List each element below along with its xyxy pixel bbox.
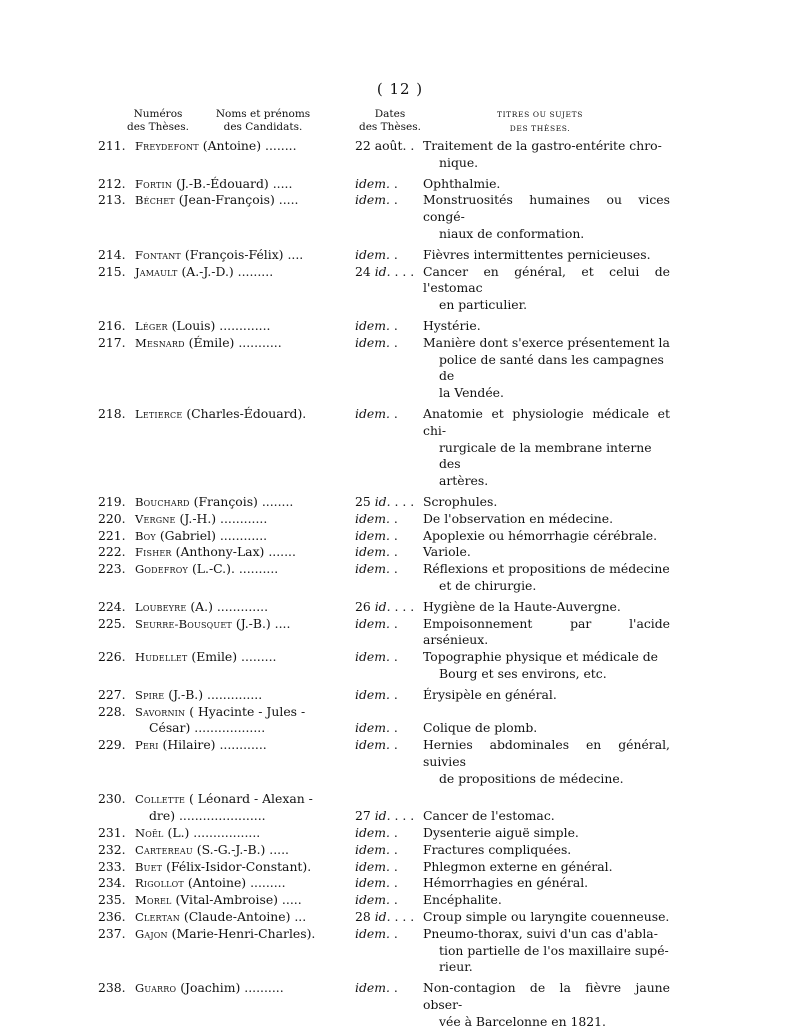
candidate-given-name: (François) ........ (189, 493, 294, 509)
table-row (0, 687, 800, 704)
thesis-title (423, 737, 670, 787)
thesis-date-idem: id. (374, 493, 391, 509)
thesis-title (423, 704, 670, 738)
thesis-number: 223. (98, 561, 126, 577)
thesis-date-idem: idem. (355, 246, 390, 262)
thesis-date: idem. . (355, 175, 398, 191)
table-row (0, 335, 800, 402)
thesis-title (423, 511, 670, 528)
thesis-date-idem: idem. (355, 858, 390, 874)
thesis-date-idem: idem. (355, 334, 390, 350)
table-row (0, 511, 800, 528)
candidate-surname: Collette (135, 792, 186, 807)
candidate-given-name: (A.-J.-D.) ......... (177, 263, 274, 279)
thesis-date: 25 id. . . . (355, 493, 415, 509)
thesis-title (423, 406, 670, 490)
thesis-title-line: Hernies abdominales en général, suivies (423, 737, 670, 769)
candidate-given-name: (J.-B.) .............. (164, 686, 263, 702)
thesis-title-line: Non-contagion de la fièvre jaune obser- (423, 980, 670, 1013)
thesis-title (423, 842, 670, 859)
thesis-date: idem. . (355, 875, 398, 891)
table-row (0, 264, 800, 314)
candidate-given-name: (Gabriel) ............ (155, 527, 268, 543)
candidate-name-continued: César) .................. (149, 720, 266, 736)
thesis-number: 219. (98, 493, 126, 509)
candidate-surname: Vergne (135, 511, 176, 526)
candidate-name (131, 791, 351, 825)
thesis-number: 212. (98, 175, 126, 191)
thesis-date: idem. . (355, 825, 398, 841)
candidate-surname: Rigollot (135, 876, 184, 891)
thesis-date: idem. . (355, 405, 398, 421)
candidate-given-name: (Émile) ........... (184, 334, 282, 350)
thesis-title-line: police de santé dans les campagnes de (439, 351, 664, 384)
thesis-title-line: Topographie physique et médicale de (423, 649, 659, 665)
table-row (0, 875, 800, 892)
candidate-surname: Léger (135, 318, 168, 333)
thesis-number: 225. (98, 615, 126, 631)
thesis-number: 227. (98, 686, 126, 702)
candidate-surname: Freydefont (135, 139, 199, 153)
thesis-date-idem: idem. (355, 686, 390, 702)
thesis-date-idem: idem. (355, 875, 390, 891)
candidate-name (131, 561, 351, 595)
thesis-date: idem. . (355, 720, 398, 736)
thesis-date: idem. . (355, 544, 398, 560)
candidate-surname: Fortin (135, 176, 173, 191)
candidate-given-name: (Antoine) ........ (198, 138, 297, 153)
header-dates-line1: Dates (374, 108, 406, 120)
thesis-title-line: rieur. (439, 959, 473, 975)
candidate-given-name: (Charles-Édouard). (182, 405, 307, 421)
thesis-date-idem: idem. (355, 737, 390, 753)
thesis-title-line: Manière dont s'exerce présentement la (423, 334, 670, 350)
table-row (0, 528, 800, 545)
candidate-given-name: (J.-H.) ............ (175, 510, 268, 526)
table-row (0, 616, 800, 650)
table-row (0, 406, 800, 490)
table-row (0, 176, 800, 193)
table-row (0, 649, 800, 683)
table-row (0, 825, 800, 842)
header-titles-line2: DES THÈSES. (509, 124, 571, 133)
thesis-title (423, 264, 670, 314)
candidate-surname: Peri (135, 738, 159, 753)
thesis-number: 238. (98, 980, 126, 996)
thesis-date: 22 août. . (355, 138, 415, 153)
candidate-name (131, 980, 351, 1030)
thesis-title (423, 875, 670, 892)
thesis-date-idem: idem. (355, 841, 390, 857)
thesis-title-line: de propositions de médecine. (439, 770, 624, 786)
table-row (0, 737, 800, 787)
candidate-name (131, 264, 351, 314)
candidate-name (131, 909, 351, 926)
thesis-date-idem: id. (374, 598, 391, 614)
thesis-date: idem. . (355, 334, 398, 350)
thesis-title (423, 926, 670, 976)
thesis-date: idem. . (355, 841, 398, 857)
thesis-title-line: Croup simple ou laryngite couenneuse. (423, 909, 670, 925)
thesis-date-idem: idem. (355, 510, 390, 526)
candidate-surname: Cartereau (135, 842, 193, 857)
thesis-number: 230. (98, 791, 126, 807)
candidate-surname: Buet (135, 859, 163, 874)
candidate-name (131, 704, 351, 738)
thesis-date: idem. . (355, 892, 398, 908)
thesis-date-idem: idem. (355, 317, 390, 333)
candidate-given-name: (Louis) ............. (167, 317, 271, 333)
thesis-title (423, 544, 670, 561)
candidate-name (131, 687, 351, 704)
thesis-title-line: Hystérie. (423, 317, 481, 333)
candidate-name (131, 138, 351, 172)
candidate-surname: Guarro (135, 981, 177, 996)
table-row (0, 561, 800, 595)
candidate-name (131, 335, 351, 402)
thesis-date: idem. . (355, 527, 398, 543)
candidate-surname: Spire (135, 687, 165, 702)
candidate-name-continued: dre) ...................... (149, 808, 266, 824)
thesis-date-idem: idem. (355, 980, 390, 996)
thesis-number: 234. (98, 875, 126, 891)
candidate-name (131, 825, 351, 842)
thesis-number: 237. (98, 925, 126, 941)
thesis-title (423, 980, 670, 1030)
thesis-date: idem. . (355, 317, 398, 333)
thesis-number: 215. (98, 263, 126, 279)
thesis-title (423, 494, 670, 511)
candidate-name (131, 842, 351, 859)
thesis-title-line: Encéphalite. (423, 892, 502, 908)
candidate-name (131, 649, 351, 683)
thesis-title-line: et de chirurgie. (439, 577, 537, 593)
header-dates (354, 108, 426, 134)
thesis-number: 218. (98, 405, 126, 421)
candidate-name (131, 511, 351, 528)
table-row (0, 318, 800, 335)
thesis-title-line: Scrophules. (423, 493, 498, 509)
candidate-surname: Savornin (135, 704, 186, 719)
candidate-given-name: ( Léonard - Alexan - (185, 791, 313, 807)
thesis-number: 231. (98, 825, 126, 841)
candidate-surname: Hudellet (135, 650, 188, 665)
thesis-number: 229. (98, 737, 126, 753)
thesis-number: 228. (98, 703, 126, 719)
thesis-title (423, 192, 670, 242)
candidate-given-name: (A.) ............. (186, 598, 269, 614)
thesis-title-line: Fractures compliquées. (423, 841, 572, 857)
thesis-date: idem. . (355, 192, 398, 208)
candidate-given-name: (J.-B.-Édouard) ..... (172, 175, 293, 191)
candidate-name (131, 176, 351, 193)
thesis-number: 224. (98, 598, 126, 614)
candidate-surname: Letierce (135, 406, 183, 421)
table-row (0, 599, 800, 616)
thesis-title (423, 649, 670, 683)
thesis-title (423, 528, 670, 545)
thesis-date-idem: idem. (355, 175, 390, 191)
thesis-title-line: Fièvres intermittentes pernicieuses. (423, 246, 651, 262)
thesis-date-idem: idem. (355, 720, 390, 736)
thesis-title (423, 318, 670, 335)
candidate-name (131, 892, 351, 909)
thesis-title-line: Hémorrhagies en général. (423, 875, 589, 891)
thesis-title (423, 892, 670, 909)
thesis-title-line: Monstruosités humaines ou vices congé- (423, 192, 670, 225)
candidate-name (131, 494, 351, 511)
thesis-date: idem. . (355, 686, 398, 702)
thesis-title-line: Cancer en général, et celui de l'estomac (423, 263, 670, 296)
candidate-surname: Mesnard (135, 335, 185, 350)
thesis-number: 226. (98, 649, 126, 665)
table-row (0, 980, 800, 1030)
thesis-date-idem: idem. (355, 649, 390, 665)
thesis-title (423, 825, 670, 842)
thesis-date-idem: id. (374, 808, 391, 824)
thesis-title-line: Anatomie et physiologie médicale et chi- (423, 405, 670, 438)
thesis-title-line: rurgicale de la membrane interne des (439, 439, 652, 472)
thesis-number: 214. (98, 246, 126, 262)
candidate-name (131, 192, 351, 242)
thesis-date: idem. . (355, 246, 398, 262)
candidate-given-name: (Claude-Antoine) ... (179, 909, 307, 925)
thesis-number: 220. (98, 510, 126, 526)
header-names (208, 108, 318, 134)
candidate-surname: Fontant (135, 247, 181, 262)
thesis-title-line: Hygiène de la Haute-Auvergne. (423, 598, 621, 614)
thesis-title-line: Bourg et ses environs, etc. (439, 665, 607, 681)
header-numbers-line2: des Thèses. (127, 121, 189, 133)
candidate-given-name: (S.-G.-J.-B.) ..... (192, 841, 289, 857)
thesis-date: idem. . (355, 737, 398, 753)
candidate-given-name: (Emile) ......... (187, 649, 277, 665)
table-row (0, 494, 800, 511)
candidate-name (131, 247, 351, 264)
candidate-given-name: ( Hyacinte - Jules - (185, 703, 306, 719)
thesis-date: idem. . (355, 510, 398, 526)
thesis-title (423, 247, 670, 264)
thesis-title-line: Phlegmon externe en général. (423, 858, 613, 874)
header-numbers (118, 108, 198, 134)
thesis-title (423, 176, 670, 193)
candidate-name (131, 875, 351, 892)
thesis-date: 24 id. . . . (355, 263, 415, 279)
thesis-title-line: Pneumo-thorax, suivi d'un cas d'abla- (423, 925, 658, 941)
thesis-number: 232. (98, 841, 126, 857)
thesis-date-idem: idem. (355, 615, 390, 631)
thesis-title-line: niaux de conformation. (439, 225, 585, 241)
thesis-title-line: la Vendée. (439, 385, 504, 401)
thesis-title-line: Traitement de la gastro-entérite chro- (423, 138, 662, 153)
thesis-date: idem. . (355, 858, 398, 874)
candidate-surname: Gajon (135, 926, 168, 941)
header-dates-line2: des Thèses. (359, 121, 421, 133)
thesis-title-line: De l'observation en médecine. (423, 510, 614, 526)
candidate-name (131, 528, 351, 545)
table-row (0, 704, 800, 738)
thesis-title-line: Colique de plomb. (423, 720, 538, 736)
thesis-title-line: artères. (439, 473, 489, 489)
thesis-number: 217. (98, 334, 126, 350)
thesis-title-line: vée à Barcelonne en 1821. (439, 1013, 606, 1029)
candidate-surname: Loubeyre (135, 599, 187, 614)
page-number: ( 12 ) (376, 80, 424, 98)
thesis-title (423, 687, 670, 704)
candidate-given-name: (Félix-Isidor-Constant). (162, 858, 312, 874)
table-row (0, 892, 800, 909)
table-row (0, 192, 800, 242)
thesis-date-idem: idem. (355, 544, 390, 560)
thesis-title-line: Apoplexie ou hémorrhagie cérébrale. (423, 527, 658, 543)
candidate-surname: Morel (135, 893, 172, 908)
table-row (0, 842, 800, 859)
thesis-title-line: Cancer de l'estomac. (423, 808, 555, 824)
thesis-date-idem: idem. (355, 892, 390, 908)
thesis-number: 221. (98, 527, 126, 543)
candidate-surname: Godefroy (135, 562, 189, 577)
table-row (0, 247, 800, 264)
thesis-date-idem: idem. (355, 925, 390, 941)
candidate-given-name: (Antoine) ......... (183, 875, 286, 891)
thesis-number: 233. (98, 858, 126, 874)
thesis-title-line: en particulier. (439, 297, 528, 313)
table-row (0, 859, 800, 876)
candidate-given-name: (L.) ................. (163, 825, 261, 841)
candidate-name (131, 616, 351, 650)
thesis-date: idem. . (355, 615, 398, 631)
candidate-name (131, 859, 351, 876)
candidate-surname: Bouchard (135, 494, 190, 509)
thesis-title (423, 599, 670, 616)
thesis-date: idem. . (355, 980, 398, 996)
table-row (0, 544, 800, 561)
thesis-date-idem: idem. (355, 561, 390, 577)
candidate-surname: Seurre-Bousquet (135, 616, 232, 631)
candidate-name (131, 544, 351, 561)
candidate-name (131, 318, 351, 335)
thesis-date-idem: idem. (355, 192, 390, 208)
candidate-surname: Béchet (135, 193, 175, 208)
thesis-number: 211. (98, 138, 126, 153)
candidate-given-name: (J.-B.) .... (231, 615, 291, 631)
candidate-name (131, 737, 351, 787)
thesis-title (423, 335, 670, 402)
candidate-given-name: (François-Félix) .... (180, 246, 304, 262)
thesis-date-idem: id. (374, 909, 391, 925)
thesis-date: idem. . (355, 649, 398, 665)
thesis-title-line: Empoisonnement par l'acide arsénieux. (423, 615, 670, 648)
table-row (0, 791, 800, 825)
thesis-title (423, 138, 670, 172)
thesis-title (423, 909, 670, 926)
thesis-number: 236. (98, 909, 126, 925)
header-titles-line1: TITRES OU SUJETS (497, 110, 583, 119)
candidate-name (131, 926, 351, 976)
thesis-title (423, 561, 670, 595)
candidate-surname: Clertan (135, 910, 180, 925)
candidate-given-name: (Marie-Henri-Charles). (167, 925, 316, 941)
thesis-list (0, 138, 800, 1031)
thesis-number: 235. (98, 892, 126, 908)
table-row (0, 138, 800, 172)
candidate-given-name: (Vital-Ambroise) ..... (171, 892, 302, 908)
candidate-surname: Boy (135, 528, 156, 543)
thesis-date: idem. . (355, 925, 398, 941)
thesis-date: 28 id. . . . (355, 909, 415, 925)
thesis-date-idem: idem. (355, 527, 390, 543)
thesis-number: 216. (98, 317, 126, 333)
thesis-title-line: tion partielle de l'os maxillaire supé- (439, 942, 669, 958)
thesis-title-line: Réflexions et propositions de médecine (423, 561, 670, 577)
header-names-line2: des Candidats. (223, 121, 303, 133)
thesis-date: 27 id. . . . (355, 808, 415, 824)
thesis-title (423, 616, 670, 650)
candidate-given-name: (Jean-François) ..... (174, 192, 299, 208)
thesis-number: 222. (98, 544, 126, 560)
thesis-date: idem. . (355, 561, 398, 577)
thesis-title (423, 859, 670, 876)
candidate-name (131, 406, 351, 490)
thesis-title-line: Ophthalmie. (423, 175, 501, 191)
table-row (0, 909, 800, 926)
thesis-date-idem: idem. (355, 825, 390, 841)
header-names-line1: Noms et prénoms (215, 108, 311, 120)
thesis-title (423, 791, 670, 825)
table-row (0, 926, 800, 976)
thesis-date-idem: id. (374, 263, 391, 279)
thesis-title-line: Dysenterie aiguë simple. (423, 825, 579, 841)
thesis-title-line: Érysipèle en général. (423, 686, 557, 702)
thesis-date-idem: idem. (355, 405, 390, 421)
thesis-number: 213. (98, 192, 126, 208)
candidate-surname: Fisher (135, 545, 172, 560)
header-titles (470, 108, 610, 136)
candidate-surname: Jamault (135, 264, 178, 279)
candidate-given-name: (L.-C.). .......... (188, 561, 279, 577)
candidate-given-name: (Hilaire) ............ (158, 737, 267, 753)
candidate-name (131, 599, 351, 616)
candidate-given-name: (Joachim) .......... (176, 980, 284, 996)
candidate-surname: Noël (135, 826, 164, 841)
thesis-title-line: nique. (439, 154, 479, 170)
candidate-given-name: (Anthony-Lax) ....... (171, 544, 296, 560)
thesis-date: 26 id. . . . (355, 598, 415, 614)
header-numbers-line1: Numéros (133, 108, 183, 120)
thesis-title-line: Variole. (423, 544, 471, 560)
